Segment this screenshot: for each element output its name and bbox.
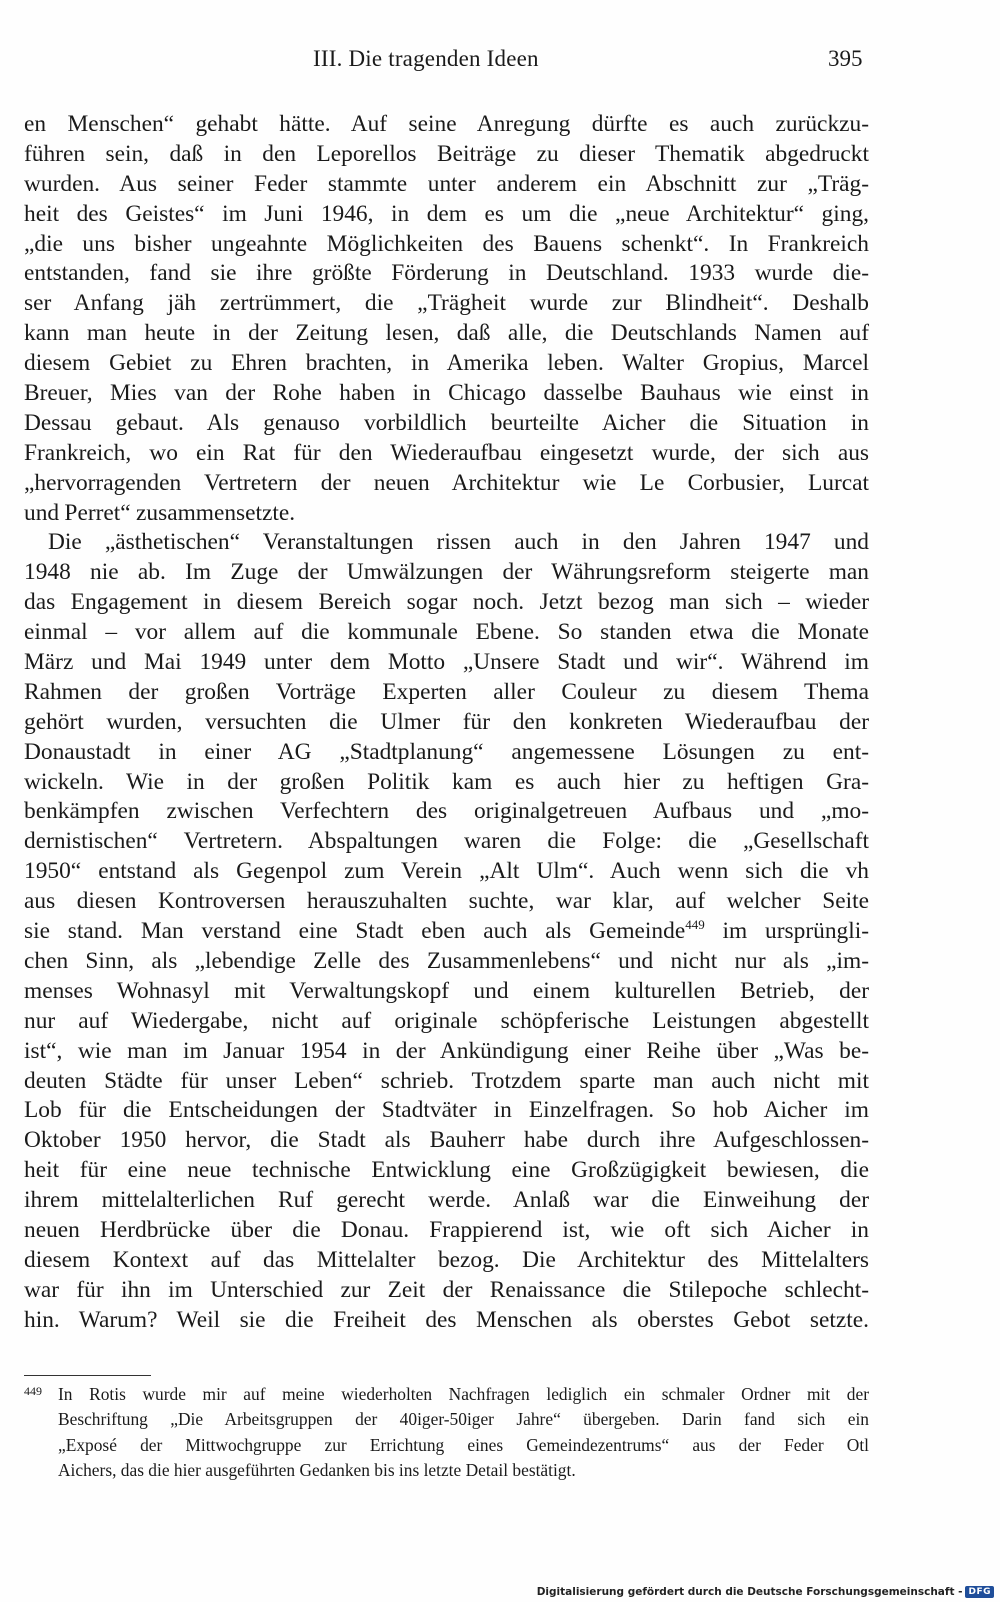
text-line: wickeln. Wie in der großen Politik kam es auch hier zu heftigen Gra-: [24, 768, 869, 795]
dfg-logo: DFG: [965, 1586, 994, 1598]
footnote-marker: 449: [24, 1384, 42, 1398]
text-line: diesem Kontext auf das Mittelalter bezog. Die Architektur des Mittelalters: [24, 1246, 869, 1273]
text-line: „hervorragenden Vertretern der neuen Architektur wie Le Corbusier, Lurcat: [24, 469, 869, 496]
text-line: hin. Warum? Weil sie die Freiheit des Menschen als oberstes Gebot setzte.: [24, 1306, 869, 1333]
footnote-line: Beschriftung „Die Arbeitsgruppen der 40iger-50iger Jahre“ übergeben. Darin fand sich ein: [58, 1409, 869, 1430]
text-line: neuen Herdbrücke über die Donau. Frappierend ist, wie oft sich Aicher in: [24, 1216, 869, 1243]
footnote-divider: [24, 1375, 151, 1376]
chapter-title: III. Die tragenden Ideen: [313, 46, 539, 71]
text-line: ist“, wie man im Januar 1954 in der Ankündigung einer Reihe über „Was be-: [24, 1037, 869, 1064]
text-line: ser Anfang jäh zertrümmert, die „Trägheit wurde zur Blindheit“. Deshalb: [24, 290, 869, 317]
footnote-reference[interactable]: 449: [685, 917, 705, 933]
text-line: war für ihn im Unterschied zur Zeit der Renaissance die Stilepoche schlecht-: [24, 1276, 869, 1303]
text-line: gehört wurden, versuchten die Ulmer für den konkreten Wiederaufbau der: [24, 708, 869, 735]
text-line: wurden. Aus seiner Feder stammte unter anderem ein Abschnitt zur „Träg-: [24, 170, 869, 197]
text-line: dernistischen“ Vertretern. Abspaltungen waren die Folge: die „Gesellschaft: [24, 828, 869, 855]
credit-text: Digitalisierung gefördert durch die Deutsche Forschungsgemeinschaft -: [536, 1586, 963, 1598]
footnote-text: In Rotis wurde mir auf meine wiederholten Nachfragen lediglich ein schmaler Ordner mit der: [58, 1384, 869, 1404]
text-line: heit für eine neue technische Entwicklung eine Großzügigkeit bewiesen, die: [24, 1157, 869, 1184]
text-line: ihrem mittelalterlichen Ruf gerecht werde. Anlaß war die Einweihung der: [24, 1187, 869, 1214]
text-line: Donaustadt in einer AG „Stadtplanung“ angemessene Lösungen zu ent-: [24, 738, 869, 765]
text-line: diesem Gebiet zu Ehren brachten, in Amerika leben. Walter Gropius, Marcel: [24, 350, 869, 377]
running-head: [0, 46, 1000, 80]
text-line: „die uns bisher ungeahnte Möglichkeiten des Bauens schenkt“. In Frankreich: [24, 230, 869, 257]
text-line: chen Sinn, als „lebendige Zelle des Zusammenlebens“ und nicht nur als „im-: [24, 947, 869, 974]
text-line: aus diesen Kontroversen herauszuhalten suchte, war klar, auf welcher Seite: [24, 888, 869, 915]
text-line: März und Mai 1949 unter dem Motto „Unsere Stadt und wir“. Während im: [24, 649, 869, 676]
text-line: benkämpfen zwischen Verfechtern des originalgetreuen Aufbaus und „mo-: [24, 798, 869, 825]
text-line: 1948 nie ab. Im Zuge der Umwälzungen der Währungsreform steigerte man: [24, 559, 869, 586]
text-line: Dessau gebaut. Als genauso vorbildlich beurteilte Aicher die Situation in: [24, 409, 869, 436]
text-line: Lob für die Entscheidungen der Stadtväter in Einzelfragen. So hob Aicher im: [24, 1097, 869, 1124]
text-line: Breuer, Mies van der Rohe haben in Chicago dasselbe Bauhaus wie einst in: [24, 380, 869, 407]
body-text: [24, 110, 869, 1336]
footnote-line: „Exposé der Mittwochgruppe zur Errichtung eines Gemeindezentrums“ aus der Feder Otl: [58, 1434, 869, 1455]
text-line: einmal – vor allem auf die kommunale Ebene. So standen etwa die Monate: [24, 619, 869, 646]
text-line: das Engagement in diesem Bereich sogar noch. Jetzt bezog man sich – wieder: [24, 589, 869, 616]
page-number: 395: [828, 46, 863, 71]
footnote-line: Aichers, das die hier ausgeführten Gedanken bis ins letzte Detail bestätigt.: [58, 1459, 576, 1480]
text-line: Rahmen der großen Vorträge Experten aller Couleur zu diesem Thema: [24, 678, 869, 705]
paragraph-start-line: Die „ästhetischen“ Veranstaltungen rissen auch in den Jahren 1947 und: [48, 529, 869, 556]
text-segment: sie stand. Man verstand eine Stadt eben auch als Gemeinde: [24, 918, 686, 945]
text-line: und Perret“ zusammensetzte.: [24, 499, 296, 526]
text-line: menses Wohnasyl mit Verwaltungskopf und einem kulturellen Betrieb, der: [24, 977, 869, 1004]
text-line: en Menschen“ gehabt hätte. Auf seine Anregung dürfte es auch zurückzu-: [24, 111, 869, 137]
text-line: 1950“ entstand als Gegenpol zum Verein „Alt Ulm“. Auch wenn sich die vh: [24, 858, 869, 885]
footnote-line: [24, 1382, 869, 1407]
text-line: deuten Städte für unser Leben“ schrieb. Trotzdem sparte man auch nicht mit: [24, 1067, 869, 1094]
digitization-credit: [537, 1586, 994, 1598]
text-line: Oktober 1950 hervor, die Stadt als Bauherr habe durch ihre Aufgeschlossen-: [24, 1127, 869, 1154]
text-line: nur auf Wiedergabe, nicht auf originale schöpferische Leistungen abgestellt: [24, 1007, 869, 1034]
text-line: heit des Geistes“ im Juni 1946, in dem es um die „neue Architektur“ ging,: [24, 200, 869, 227]
text-line-with-footnote-ref: [24, 917, 869, 947]
text-line: kann man heute in der Zeitung lesen, daß alle, die Deutschlands Namen auf: [24, 320, 869, 347]
text-line: entstanden, fand sie ihre größte Förderung in Deutschland. 1933 wurde die-: [24, 260, 869, 287]
text-segment: im ursprüngli-: [704, 918, 869, 945]
footnote-block: [24, 1382, 869, 1483]
text-line: führen sein, daß in den Leporellos Beiträge zu dieser Thematik abgedruckt: [24, 140, 869, 167]
text-line: Frankreich, wo ein Rat für den Wiederaufbau eingesetzt wurde, der sich aus: [24, 439, 869, 466]
